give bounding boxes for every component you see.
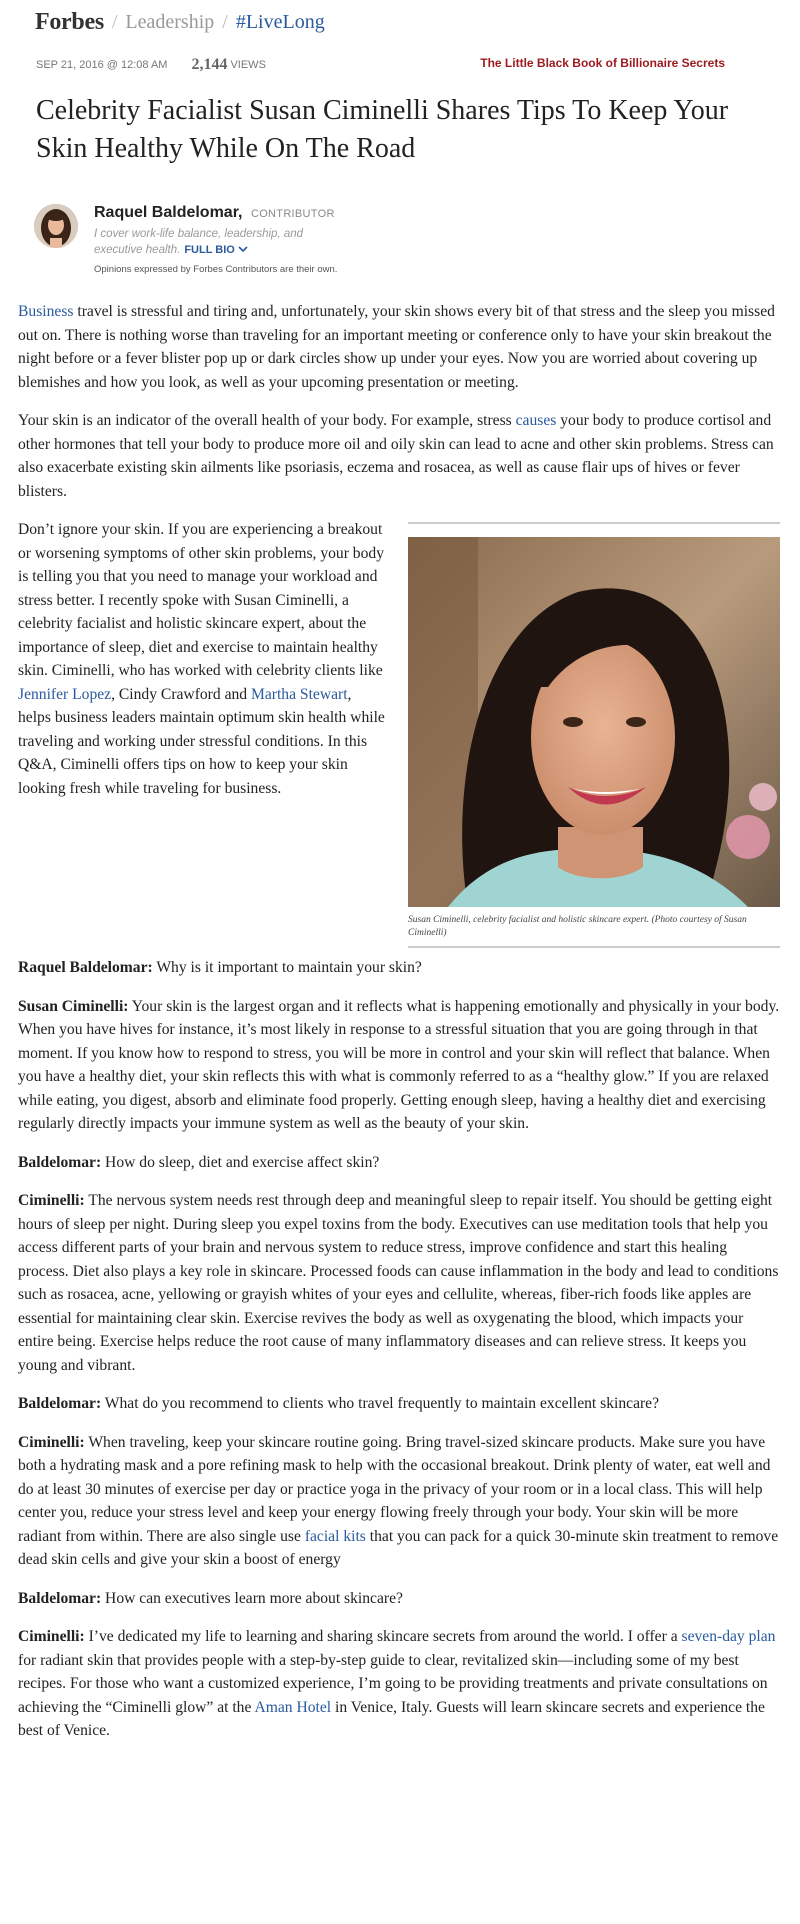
nav-separator: / bbox=[111, 10, 118, 33]
answer-text: When traveling, keep your skincare routine going. Bring travel-sized skincare products. Make sure you have both a hydrating mask and a pore refining mask to help with the occasional breakout. Drink plenty of water, eat well and do at least 30 minutes of exercise per day or practice yoga in the privacy of your room or in a local class. This will help center you, reduce your stress level and keep your energy flowing freely through your body. Your skin will be more radiant from within. There are also single use bbox=[18, 1433, 771, 1545]
paragraph bbox=[18, 300, 780, 394]
answer-text: for radiant skin that provides people with a step-by-step guide to clear, revitalized skin—including some of my best recipes. For those who want a customized experience, I’m going to be providing treatments and private consultations on achieving the “Ciminelli glow” at the bbox=[18, 1651, 768, 1716]
business-link[interactable]: Business bbox=[18, 303, 74, 320]
contributor-disclaimer: Opinions expressed by Forbes Contributors are their own. bbox=[94, 264, 338, 275]
causes-link[interactable]: causes bbox=[515, 412, 557, 429]
author-avatar[interactable] bbox=[34, 204, 78, 248]
forbes-logo[interactable]: Forbes bbox=[35, 8, 104, 35]
full-bio-label: FULL BIO bbox=[184, 244, 235, 256]
paragraph bbox=[18, 409, 780, 503]
speaker-label: Ciminelli: bbox=[18, 1433, 85, 1451]
speaker-label: Ciminelli: bbox=[18, 1628, 85, 1645]
author-name[interactable]: Raquel Baldelomar, bbox=[94, 204, 243, 221]
author-role: CONTRIBUTOR bbox=[250, 208, 335, 220]
answer-text: I’ve dedicated my life to learning and sharing skincare secrets from around the world. I offer a bbox=[84, 1628, 682, 1645]
speaker-label: Baldelomar: bbox=[18, 1589, 102, 1607]
full-bio-link[interactable] bbox=[184, 244, 248, 256]
answer-text: that you can pack for a quick 30-minute skin treatment to remove dead skin cells and give your skin a boost of energy bbox=[18, 1527, 779, 1568]
speaker-label: Raquel Baldelomar: bbox=[18, 959, 153, 976]
aman-hotel-link[interactable]: Aman Hotel bbox=[254, 1698, 332, 1716]
paragraph-text: , helps business leaders maintain optimum skin health while traveling and working under stressful conditions. In this Q&A, Ciminelli offers tips on how to keep your skin looking fresh while traveling for business. bbox=[18, 685, 385, 797]
answer bbox=[18, 1625, 780, 1743]
question bbox=[18, 1392, 780, 1416]
facial-kits-link[interactable]: facial kits bbox=[304, 1527, 366, 1545]
top-navigation bbox=[35, 4, 325, 40]
text-with-figure bbox=[18, 518, 780, 948]
question-text: What do you recommend to clients who travel frequently to maintain excellent skincare? bbox=[101, 1395, 660, 1412]
answer bbox=[18, 995, 780, 1136]
question-text: How do sleep, diet and exercise affect skin? bbox=[101, 1153, 380, 1171]
answer-text: The nervous system needs rest through deep and meaningful sleep to repair itself. You should be getting eight hours of sleep per night. During sleep you expel toxins from the body. Executives can use meditation tools that help you access different parts of your brain and nervous system to reduce stress, improve confidence and start this healing process. Diet also plays a key role in skincare. Processed foods can cause inflammation in the body and lead to conditions such as rosacea, acne, yellowing or grayish whites of your eyes and cellulite, whereas, fiber-rich foods like apples are essential for maintaining clear skin. Exercise revives the body as well as oxygenating the blood, which impacts your entire being. Exercise helps reduce the root cause of many inflammatory diseases and can relieve stress. It keeps you young and vibrant. bbox=[18, 1192, 779, 1374]
views-label: VIEWS bbox=[230, 59, 266, 71]
nav-separator: / bbox=[222, 10, 228, 33]
paragraph-text: Your skin is an indicator of the overall health of your body. For example, stress bbox=[18, 412, 516, 429]
susan-ciminelli-photo[interactable] bbox=[408, 537, 780, 907]
paragraph bbox=[18, 518, 386, 800]
question bbox=[18, 956, 780, 980]
author-bio-text: I cover work-life balance, leadership, and executive health. bbox=[94, 228, 304, 256]
question bbox=[18, 1587, 780, 1611]
chevron-down-icon bbox=[238, 246, 248, 253]
views-count: 2,144 bbox=[191, 56, 228, 73]
speaker-label: Baldelomar: bbox=[18, 1395, 102, 1412]
answer-text: Your skin is the largest organ and it reflects what is happening emotionally and physically in your body. When you have hives for instance, it’s most likely in response to a stressful situation that you are going through in that moment. If you know how to respond to stress, you will be more in control and your skin will reflect that balance. When you have a healthy diet, your skin reflects this with what is commonly referred to as a “healthy glow.” If you are relaxed while eating, you digest, absorb and eliminate food properly. Getting enough sleep, having a healthy diet and exercising regularly directly impacts your immune system as well as the beauty of your skin. bbox=[18, 997, 780, 1132]
paragraph-text: , Cindy Crawford and bbox=[111, 685, 251, 703]
nav-leadership-link[interactable]: Leadership bbox=[125, 10, 215, 33]
paragraph-text: Don’t ignore your skin. If you are experiencing a breakout or worsening symptoms of other skin problems, your body is telling you that you need to manage your workload and stress better. I recently spoke with Susan Ciminelli, a celebrity facialist and holistic skincare expert, about the importance of sleep, diet and exercise to maintain healthy skin. Ciminelli, who has worked with celebrity clients like bbox=[18, 521, 384, 679]
nav-livelong-link[interactable]: #LiveLong bbox=[235, 10, 325, 33]
question-text: Why is it important to maintain your skin? bbox=[152, 959, 422, 976]
article-title: Celebrity Facialist Susan Ciminelli Shares Tips To Keep Your Skin Healthy While On The Road bbox=[36, 95, 729, 164]
jennifer-lopez-link[interactable]: Jennifer Lopez bbox=[18, 685, 112, 703]
answer bbox=[18, 1431, 780, 1572]
seven-day-plan-link[interactable]: seven-day plan bbox=[681, 1628, 776, 1645]
speaker-label: Susan Ciminelli: bbox=[18, 997, 129, 1015]
avatar-photo bbox=[34, 204, 78, 248]
paragraph-text: travel is stressful and tiring and, unfortunately, your skin shows every bit of that stress and the sleep you missed out on. There is nothing worse than traveling for an important meeting or conference only to have your skin breakout the night before or a fever blister pop up or dark circles show up under your eyes. Now you are worried about covering up blemishes and how you look, as well as your upcoming presentation or meeting. bbox=[18, 303, 775, 391]
article-meta bbox=[36, 56, 266, 74]
martha-stewart-link[interactable]: Martha Stewart bbox=[250, 685, 348, 703]
article-figure bbox=[408, 522, 780, 948]
paragraph-text: your body to produce cortisol and other hormones that tell your body to produce more oil and oily skin can lead to acne and other skin problems. Stress can also exacerbate existing skin ailments like psoriasis, eczema and rosacea, as well as cause flair ups of hives or fever blisters. bbox=[18, 412, 774, 500]
answer-text: in Venice, Italy. Guests will learn skincare secrets and experience the best of Venice. bbox=[18, 1698, 765, 1739]
figure-caption: Susan Ciminelli, celebrity facialist and holistic skincare expert. (Photo courtesy of Susan Ciminelli) bbox=[408, 915, 747, 938]
speaker-label: Baldelomar: bbox=[18, 1153, 102, 1171]
article-body bbox=[18, 300, 780, 1758]
speaker-label: Ciminelli: bbox=[18, 1192, 85, 1209]
promo-link[interactable]: The Little Black Book of Billionaire Secrets bbox=[480, 56, 725, 70]
answer bbox=[18, 1189, 780, 1377]
author-bio bbox=[94, 226, 344, 258]
wrapped-text bbox=[18, 518, 386, 800]
question-text: How can executives learn more about skincare? bbox=[101, 1589, 403, 1607]
question bbox=[18, 1151, 780, 1175]
author-block bbox=[94, 204, 344, 275]
publish-date: SEP 21, 2016 @ 12:08 AM bbox=[36, 59, 168, 71]
